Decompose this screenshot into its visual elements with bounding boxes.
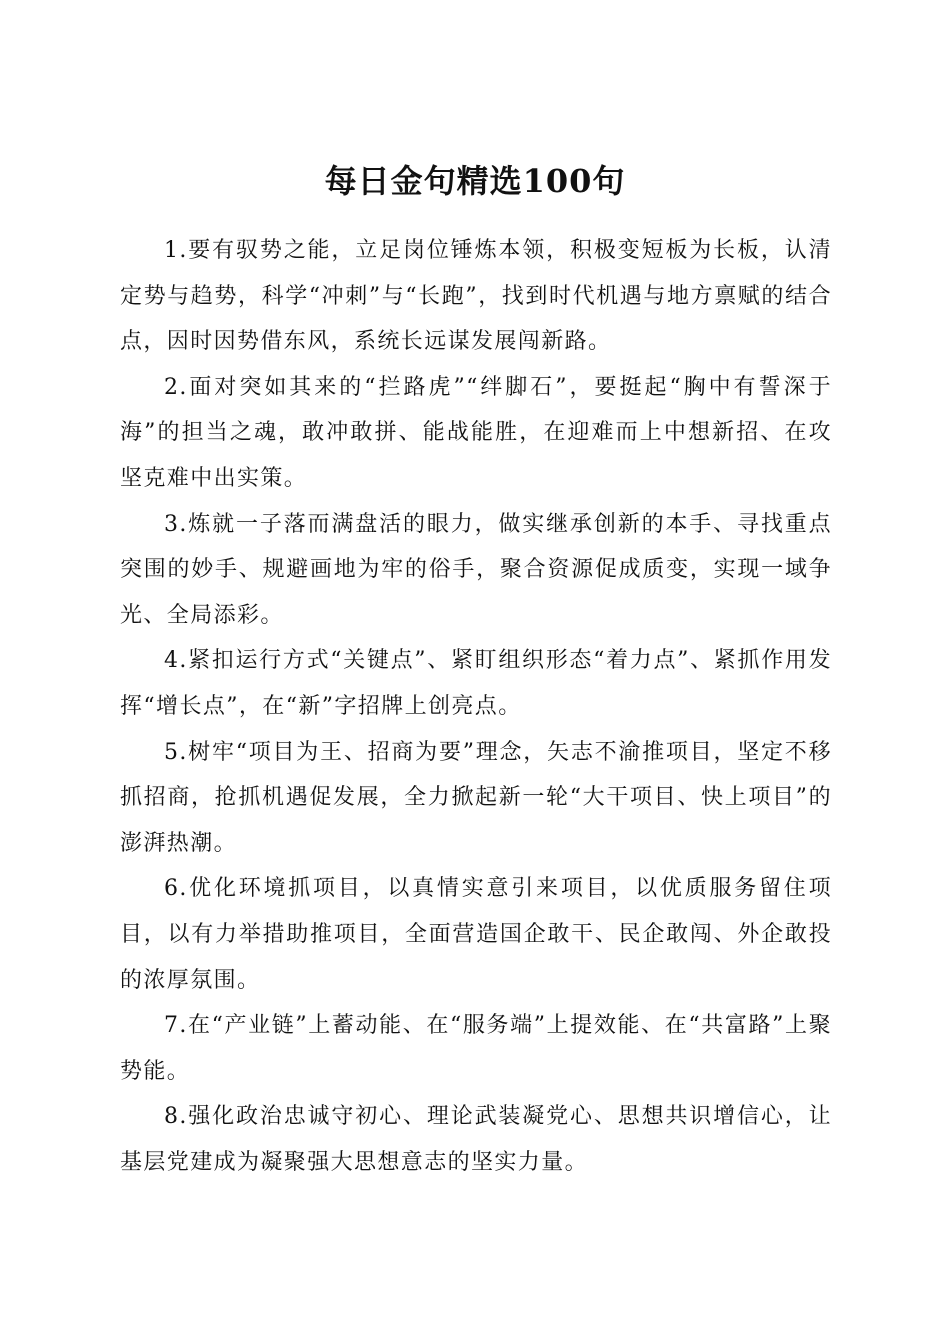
quote-paragraph-1: 1.要有驭势之能，立足岗位锤炼本领，积极变短板为长板，认清定势与趋势，科学“冲刺”与“长跑”，找到时代机遇与地方禀赋的结合点，因时因势借东风，系统长远谋发展闯新路。: [120, 238, 832, 355]
quote-paragraph-4: 4.紧扣运行方式“关键点”、紧盯组织形态“着力点”、紧抓作用发挥“增长点”，在“新”字招牌上创亮点。: [120, 648, 832, 719]
quote-paragraph-7: 7.在“产业链”上蓄动能、在“服务端”上提效能、在“共富路”上聚势能。: [120, 1013, 832, 1084]
document-body: [120, 228, 832, 1185]
quote-paragraph-5: 5.树牢“项目为王、招商为要”理念，矢志不渝推项目，坚定不移抓招商，抢抓机遇促发展，全力掀起新一轮“大干项目、快上项目”的澎湃热潮。: [120, 739, 832, 856]
quote-paragraph-8: 8.强化政治忠诚守初心、理论武装凝党心、思想共识增信心，让基层党建成为凝聚强大思想意志的坚实力量。: [120, 1104, 832, 1175]
document-title: 每日金句精选100句: [324, 162, 626, 201]
quote-paragraph-3: 3.炼就一子落而满盘活的眼力，做实继承创新的本手、寻找重点突围的妙手、规避画地为牢的俗手，聚合资源促成质变，实现一域争光、全局添彩。: [120, 511, 832, 628]
quote-paragraph-6: 6.优化环境抓项目，以真情实意引来项目，以优质服务留住项目，以有力举措助推项目，全面营造国企敢干、民企敢闯、外企敢投的浓厚氛围。: [120, 876, 832, 993]
quote-paragraph-2: 2.面对突如其来的“拦路虎”“绊脚石”，要挺起“胸中有誓深于海”的担当之魂，敢冲敢拼、能战能胜，在迎难而上中想新招、在攻坚克难中出实策。: [120, 374, 832, 491]
